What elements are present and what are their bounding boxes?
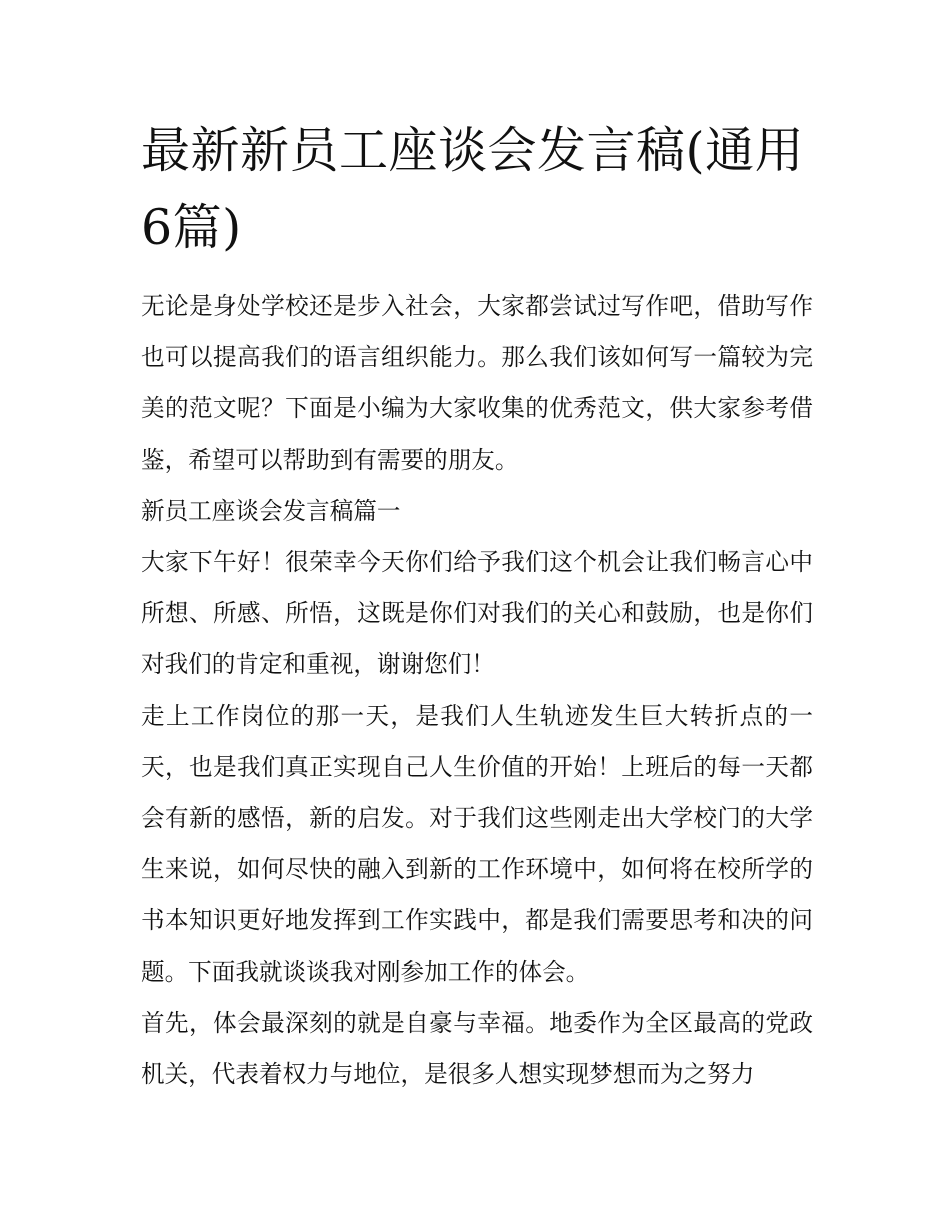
section-heading: 新员工座谈会发言稿篇一 [141,496,401,525]
body-paragraph: 首先，体会最深刻的就是自豪与幸福。地委作为全区最高的党政机关，代表着权力与地位，是很多人想实现梦想而为之努力 [141,1008,813,1089]
document-page [141,112,813,1100]
document-title: 最新新员工座谈会发言稿(通用6篇) [141,122,805,256]
body-paragraph: 大家下午好！很荣幸今天你们给予我们这个机会让我们畅言心中所想、所感、所悟，这既是你们对我们的关心和鼓励，也是你们对我们的肯定和重视，谢谢您们！ [141,548,813,679]
body-paragraph: 走上工作岗位的那一天，是我们人生轨迹发生巨大转折点的一天，也是我们真正实现自己人生价值的开始！上班后的每一天都会有新的感悟，新的启发。对于我们这些刚走出大学校门的大学生来说，如何尽快的融入到新的工作环境中，如何将在校所学的书本知识更好地发挥到工作实践中，都是我们需要思考和决的问题。下面我就谈谈我对刚参加工作的体会。 [141,701,813,986]
intro-paragraph: 无论是身处学校还是步入社会，大家都尝试过写作吧，借助写作也可以提高我们的语言组织能力。那么我们该如何写一篇较为完美的范文呢？下面是小编为大家收集的优秀范文，供大家参考借鉴，希望可以帮助到有需要的朋友。 [141,292,813,474]
